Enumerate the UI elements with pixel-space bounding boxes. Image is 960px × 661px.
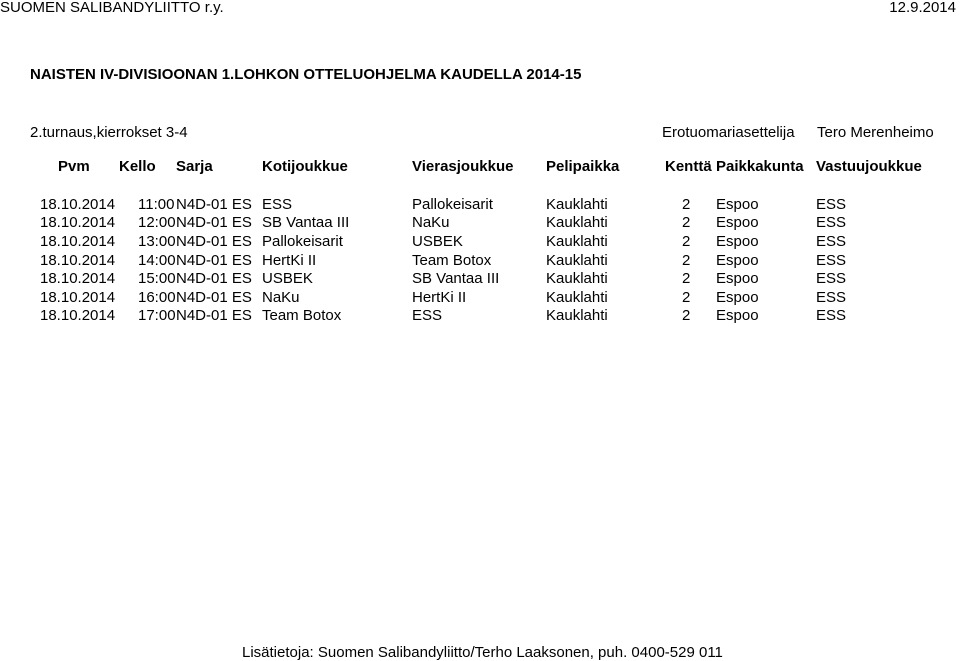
- cell-city: Espoo: [716, 307, 759, 324]
- column-header-series: Sarja: [176, 158, 213, 175]
- cell-away-team: ESS: [412, 307, 443, 324]
- cell-away-team: USBEK: [412, 233, 463, 250]
- cell-series: N4D-01 ES: [176, 196, 252, 213]
- referee-assigner-name: Tero Merenheimo: [817, 124, 934, 141]
- column-header-venue: Pelipaikka: [546, 158, 620, 175]
- cell-city: Espoo: [716, 214, 759, 231]
- cell-date: 18.10.2014: [40, 289, 116, 306]
- cell-series: N4D-01 ES: [176, 307, 252, 324]
- document-date: 12.9.2014: [889, 0, 956, 16]
- cell-date: 18.10.2014: [40, 270, 116, 287]
- column-header-responsible-team: Vastuujoukkue: [816, 158, 922, 175]
- cell-away-team: Team Botox: [412, 252, 492, 269]
- cell-date: 18.10.2014: [40, 233, 116, 250]
- cell-series: N4D-01 ES: [176, 214, 252, 231]
- cell-court: 2: [682, 307, 691, 324]
- cell-home-team: Pallokeisarit: [262, 233, 343, 250]
- cell-city: Espoo: [716, 252, 759, 269]
- column-header-date: Pvm: [58, 158, 90, 175]
- cell-time: 15:00: [138, 270, 176, 287]
- cell-date: 18.10.2014: [40, 196, 116, 213]
- table-row: [0, 308, 960, 327]
- column-header-city: Paikkakunta: [716, 158, 804, 175]
- cell-away-team: NaKu: [412, 214, 450, 231]
- cell-venue: Kauklahti: [546, 214, 608, 231]
- column-header-time: Kello: [119, 158, 156, 175]
- cell-time: 14:00: [138, 252, 176, 269]
- cell-responsible-team: ESS: [816, 233, 847, 250]
- cell-responsible-team: ESS: [816, 289, 847, 306]
- cell-series: N4D-01 ES: [176, 270, 252, 287]
- cell-away-team: HertKi II: [412, 289, 467, 306]
- table-row: [0, 271, 960, 290]
- cell-court: 2: [682, 214, 691, 231]
- table-row: [0, 215, 960, 234]
- cell-responsible-team: ESS: [816, 196, 847, 213]
- cell-responsible-team: ESS: [816, 307, 847, 324]
- organization-name: SUOMEN SALIBANDYLIITTO r.y.: [0, 0, 224, 16]
- cell-court: 2: [682, 233, 691, 250]
- cell-time: 17:00: [138, 307, 176, 324]
- cell-home-team: Team Botox: [262, 307, 342, 324]
- cell-home-team: SB Vantaa III: [262, 214, 350, 231]
- cell-date: 18.10.2014: [40, 214, 116, 231]
- cell-series: N4D-01 ES: [176, 289, 252, 306]
- cell-home-team: USBEK: [262, 270, 313, 287]
- cell-date: 18.10.2014: [40, 252, 116, 269]
- cell-away-team: Pallokeisarit: [412, 196, 493, 213]
- cell-responsible-team: ESS: [816, 252, 847, 269]
- footer-contact: Lisätietoja: Suomen Salibandyliitto/Terho Laaksonen, puh. 0400-529 011: [242, 644, 723, 661]
- cell-date: 18.10.2014: [40, 307, 116, 324]
- cell-time: 12:00: [138, 214, 176, 231]
- page-title: NAISTEN IV-DIVISIOONAN 1.LOHKON OTTELUOHJELMA KAUDELLA 2014-15: [30, 66, 582, 83]
- cell-away-team: SB Vantaa III: [412, 270, 500, 287]
- table-row: [0, 234, 960, 253]
- cell-venue: Kauklahti: [546, 289, 608, 306]
- cell-venue: Kauklahti: [546, 196, 608, 213]
- column-header-court: Kenttä: [665, 158, 712, 175]
- cell-court: 2: [682, 252, 691, 269]
- cell-court: 2: [682, 196, 691, 213]
- column-header-away-team: Vierasjoukkue: [412, 158, 514, 175]
- cell-home-team: NaKu: [262, 289, 300, 306]
- cell-court: 2: [682, 270, 691, 287]
- cell-city: Espoo: [716, 270, 759, 287]
- cell-responsible-team: ESS: [816, 214, 847, 231]
- cell-home-team: HertKi II: [262, 252, 317, 269]
- cell-time: 13:00: [138, 233, 176, 250]
- cell-venue: Kauklahti: [546, 252, 608, 269]
- cell-home-team: ESS: [262, 196, 293, 213]
- referee-assigner-label: Erotuomariasettelija: [662, 124, 795, 141]
- cell-venue: Kauklahti: [546, 270, 608, 287]
- cell-time: 16:00: [138, 289, 176, 306]
- cell-city: Espoo: [716, 233, 759, 250]
- round-label: 2.turnaus,kierrokset 3-4: [30, 124, 188, 141]
- cell-time: 11:00: [138, 196, 175, 213]
- column-header-home-team: Kotijoukkue: [262, 158, 348, 175]
- cell-venue: Kauklahti: [546, 307, 608, 324]
- cell-court: 2: [682, 289, 691, 306]
- cell-city: Espoo: [716, 196, 759, 213]
- cell-city: Espoo: [716, 289, 759, 306]
- cell-venue: Kauklahti: [546, 233, 608, 250]
- cell-series: N4D-01 ES: [176, 252, 252, 269]
- cell-responsible-team: ESS: [816, 270, 847, 287]
- cell-series: N4D-01 ES: [176, 233, 252, 250]
